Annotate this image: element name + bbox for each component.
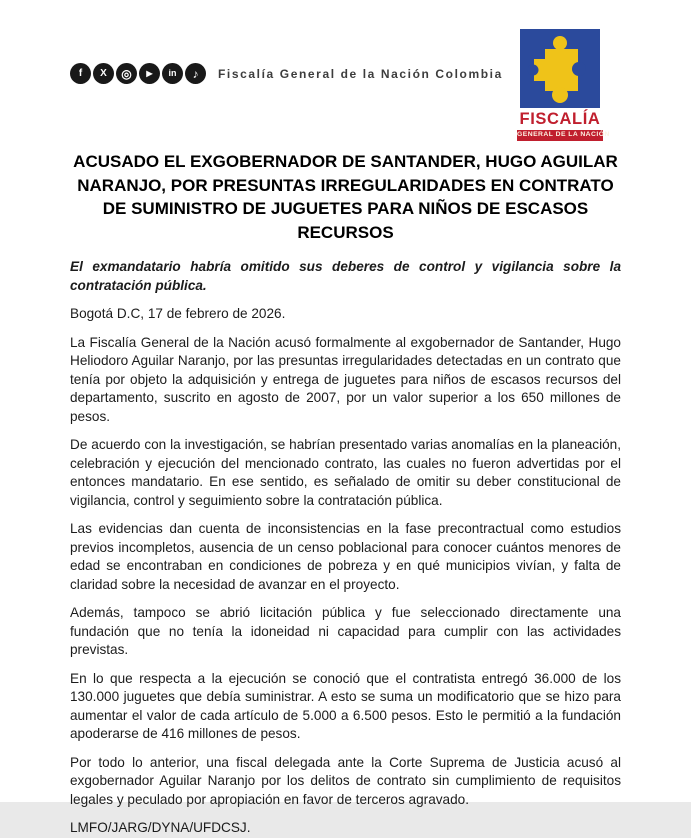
article-paragraph: En lo que respecta a la ejecución se conoció que el contratista entregó 36.000 de los 130.000 juguetes que debía suministrar. A esto se suma un modificatorio que se hizo para aumentar el valor de cada artículo de 5.000 a 6.500 pesos. Esto le permitió a la fundación apoderarse de 416 millones de pesos. bbox=[70, 670, 621, 741]
brand-text: Fiscalía General de la Nación Colombia bbox=[218, 67, 503, 81]
fiscalia-logo bbox=[517, 29, 610, 141]
x-twitter-icon[interactable]: X bbox=[93, 63, 114, 84]
article-lede: El exmandatario habría omitido sus deberes de control y vigilancia sobre la contratación pública. bbox=[70, 259, 621, 293]
article-paragraph: De acuerdo con la investigación, se habrían presentado varias anomalías en la planeación, celebración y ejecución del mencionado contrato, las cuales no fueron advertidas por el entonces mandatario. En ese sentido, es señalado de omitir su deber constitucional de vigilancia, control y seguimiento sobre la contratación pública. bbox=[70, 437, 621, 508]
youtube-icon[interactable]: ▶ bbox=[139, 63, 160, 84]
article bbox=[70, 150, 621, 838]
article-dateline: Bogotá D.C, 17 de febrero de 2026. bbox=[70, 306, 286, 321]
logo-tagline: GENERAL DE LA NACIÓN bbox=[517, 130, 603, 141]
article-paragraph: Por todo lo anterior, una fiscal delegada ante la Corte Suprema de Justicia acusó al exgobernador Aguilar Naranjo por los delitos de contrato sin cumplimiento de requisitos legales y peculado por apropiación en favor de terceros agravado. bbox=[70, 754, 621, 807]
tiktok-icon[interactable]: ♪ bbox=[185, 63, 206, 84]
article-title: ACUSADO EL EXGOBERNADOR DE SANTANDER, HUGO AGUILAR NARANJO, POR PRESUNTAS IRREGULARIDADES EN CONTRATO DE SUMINISTRO DE JUGUETES PARA NIÑOS DE ESCASOS RECURSOS bbox=[73, 152, 618, 242]
facebook-icon[interactable]: f bbox=[70, 63, 91, 84]
article-paragraph: Además, tampoco se abrió licitación pública y fue seleccionado directamente una fundación que no tenía la idoneidad ni capacidad para cumplir con las actividades previstas. bbox=[70, 605, 621, 657]
article-signature: LMFO/JARG/DYNA/UFDCSJ. bbox=[70, 820, 251, 835]
article-paragraph: Las evidencias dan cuenta de inconsistencias en la fase precontractual como estudios previos incompletos, ausencia de un censo poblacional para conocer cuántos menores de edad se encontraban en condiciones de pobreza y en qué municipios vivían, y falta de claridad sobre la necesidad de avanzar en el proyecto. bbox=[70, 521, 621, 592]
linkedin-icon[interactable]: in bbox=[162, 63, 183, 84]
logo-wordmark: FISCALÍA bbox=[519, 110, 601, 128]
article-paragraph: La Fiscalía General de la Nación acusó formalmente al exgobernador de Santander, Hugo Heliodoro Aguilar Naranjo, por las presuntas irregularidades detectadas en un contrato que tenía por objeto la adquisición y entrega de juguetes para niños de escasos recursos del departamento, suscrito en agosto de 2007, por un valor superior a los 650 millones de pesos. bbox=[70, 334, 621, 424]
instagram-icon[interactable]: ◎ bbox=[116, 63, 137, 84]
social-icon-row bbox=[70, 63, 207, 84]
puzzle-piece-icon bbox=[520, 29, 600, 108]
